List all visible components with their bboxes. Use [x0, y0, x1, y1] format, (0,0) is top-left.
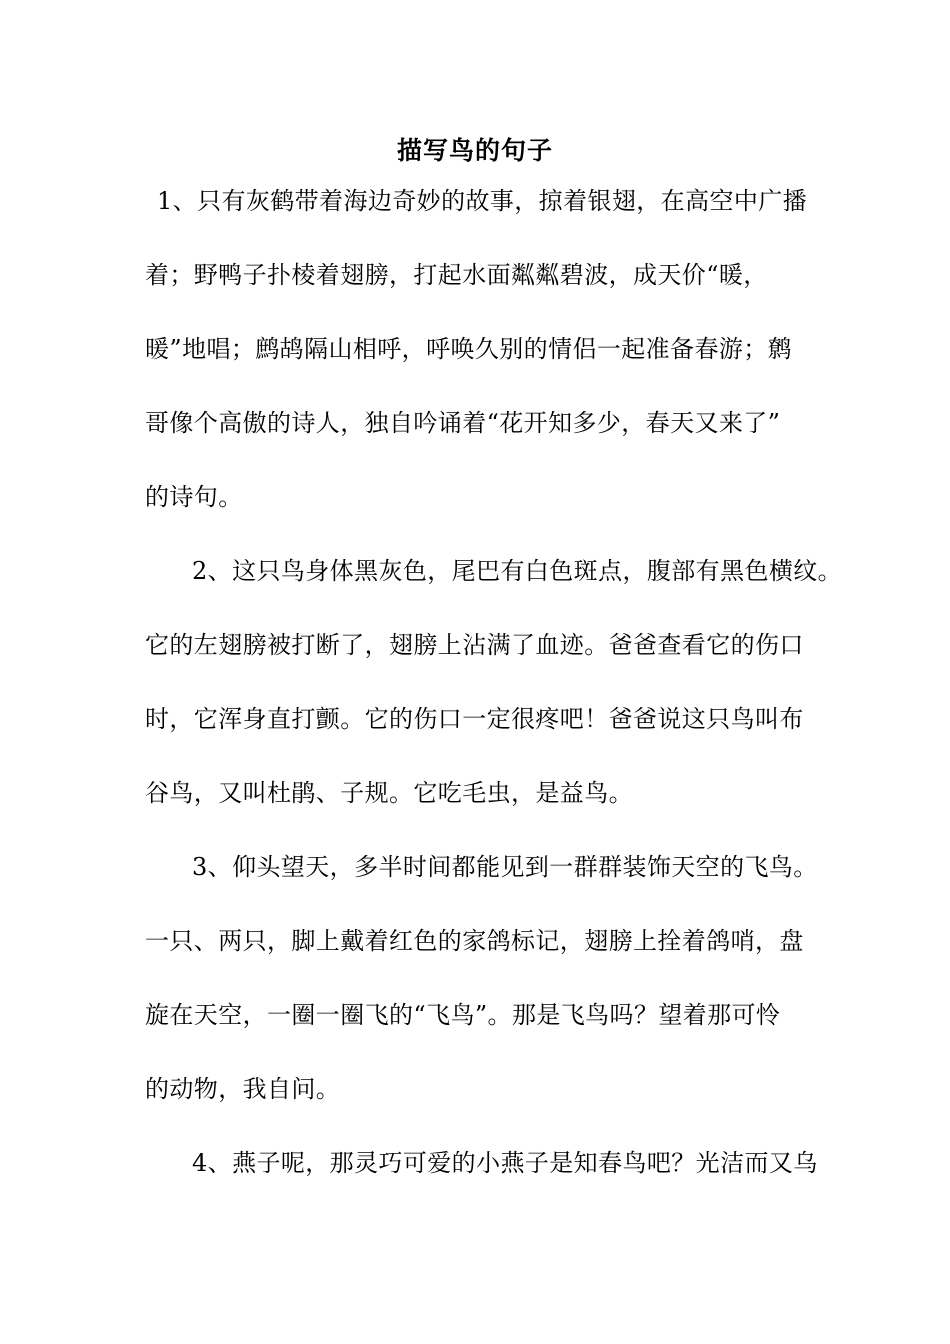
text-line: 它的左翅膀被打断了，翅膀上沾满了血迹。爸爸查看它的伤口 — [145, 631, 804, 659]
text-line: 的诗句。 — [145, 483, 243, 511]
text-line: 3、仰头望天，多半时间都能见到一群群装饰天空的飞鸟。 — [192, 853, 818, 881]
text-line: 2、这只鸟身体黑灰色，尾巴有白色斑点，腹部有黑色横纹。 — [192, 557, 843, 585]
text-line: 4、燕子呢，那灵巧可爱的小燕子是知春鸟吧？光洁而又乌 — [192, 1149, 818, 1177]
text-line: 的动物，我自问。 — [145, 1075, 341, 1103]
text-line: 时，它浑身直打颤。它的伤口一定很疼吧！爸爸说这只鸟叫布 — [145, 705, 804, 733]
text-line: 旋在天空，一圈一圈飞的“飞鸟”。那是飞鸟吗？望着那可怜 — [145, 1001, 781, 1029]
text-line: 着；野鸭子扑棱着翅膀，打起水面粼粼碧波，成天价“暖， — [145, 261, 768, 289]
document-body — [145, 185, 845, 1221]
text-line: 哥像个高傲的诗人，独自吟诵着“花开知多少，春天又来了” — [145, 409, 781, 437]
text-line: 暖”地唱；鹧鸪隔山相呼，呼唤久别的情侣一起准备春游；鹩 — [145, 335, 793, 363]
text-line: 谷鸟，又叫杜鹃、子规。它吃毛虫，是益鸟。 — [145, 779, 633, 807]
text-line: 一只、两只，脚上戴着红色的家鸽标记，翅膀上拴着鸽哨，盘 — [145, 927, 804, 955]
document-title: 描写鸟的句子 — [396, 136, 553, 165]
text-line: 1、只有灰鹤带着海边奇妙的故事，掠着银翅，在高空中广播 — [157, 187, 808, 215]
